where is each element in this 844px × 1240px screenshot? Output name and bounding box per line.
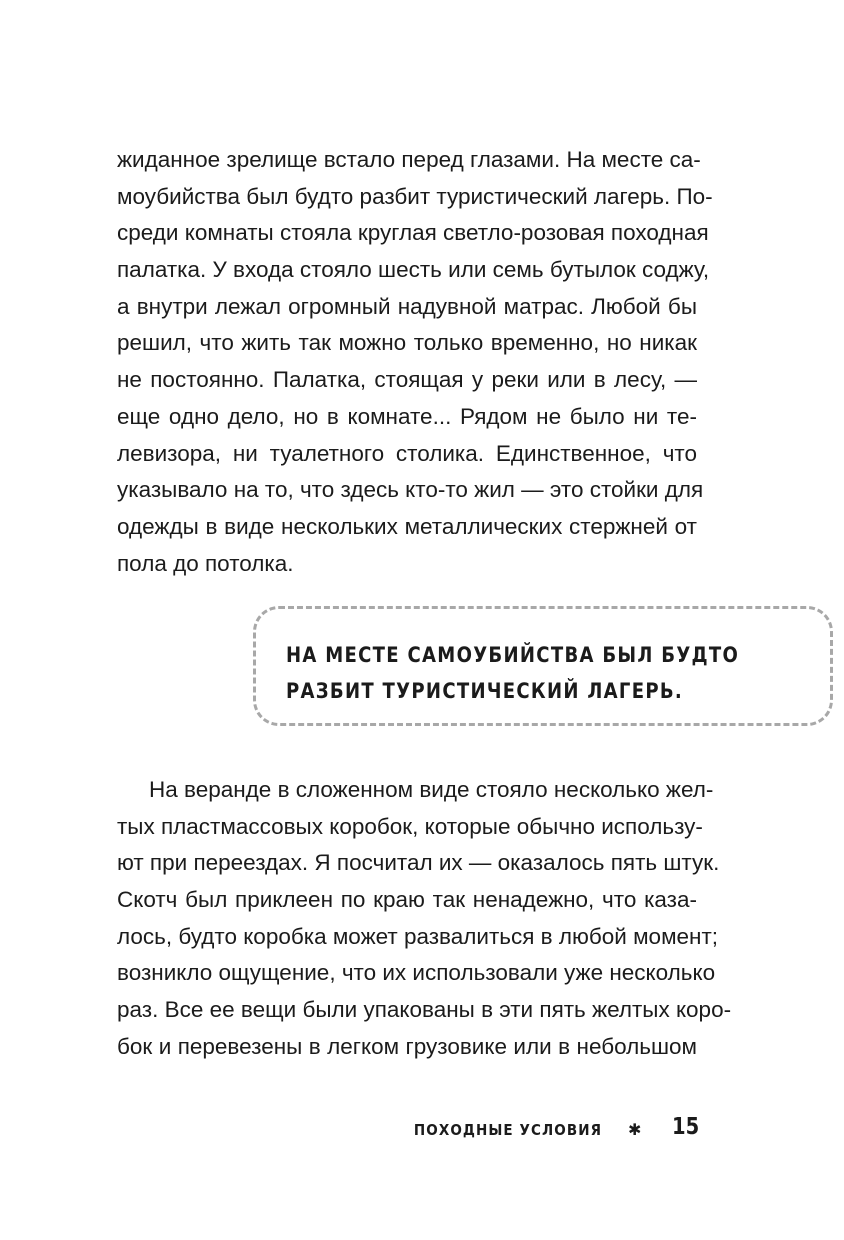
text-line: не постоянно. Палатка, стоящая у реки или в лесу, — [117, 367, 697, 393]
text-line: На веранде в сложенном виде стояло несколько жел- [149, 777, 714, 802]
text-line: возникло ощущение, что их использовали уже несколько [117, 960, 716, 986]
asterisk-separator-icon: ✱ [628, 1120, 642, 1139]
text-line: среди комнаты стояла круглая светло-розовая походная [117, 220, 709, 246]
body-paragraph-2 [117, 772, 732, 1066]
text-line: пола до потолка. [117, 550, 294, 576]
text-line: еще одно дело, но в комнате... Рядом не было ни те- [117, 403, 697, 429]
pull-quote-line-2: РАЗБИТ ТУРИСТИЧЕСКИЙ ЛАГЕРЬ. [286, 679, 684, 703]
pull-quote-box [253, 606, 833, 726]
page-number: 15 [672, 1114, 700, 1140]
body-paragraph-1 [117, 142, 713, 582]
text-line: жиданное зрелище встало перед глазами. На месте са- [117, 147, 701, 172]
text-line: Скотч был приклеен по краю так ненадежно, что каза- [117, 887, 697, 913]
text-line: указывало на то, что здесь кто-то жил — это стойки для [117, 477, 704, 503]
text-line: тых пластмассовых коробок, которые обычно использу- [117, 813, 703, 839]
running-title: ПОХОДНЫЕ УСЛОВИЯ [413, 1121, 602, 1139]
text-line: раз. Все ее вещи были упакованы в эти пять желтых коро- [117, 997, 732, 1023]
text-line: палатка. У входа стояло шесть или семь бутылок соджу, [117, 257, 710, 283]
text-line: лось, будто коробка может развалиться в любой момент; [117, 923, 719, 949]
text-line: бок и перевезены в легком грузовике или в небольшом [117, 1033, 697, 1059]
pull-quote-line-1: НА МЕСТЕ САМОУБИЙСТВА БЫЛ БУДТО [286, 643, 740, 667]
text-line: а внутри лежал огромный надувной матрас. Любой бы [117, 293, 697, 319]
text-line: ют при переездах. Я посчитал их — оказалось пять штук. [117, 850, 720, 876]
text-line: решил, что жить так можно только временно, но никак [117, 330, 697, 356]
text-line: одежды в виде нескольких металлических стержней от [117, 513, 697, 539]
text-line: левизора, ни туалетного столика. Единственное, что [117, 440, 697, 466]
page-footer [0, 1113, 844, 1149]
text-line: моубийства был будто разбит туристический лагерь. По- [117, 183, 713, 209]
